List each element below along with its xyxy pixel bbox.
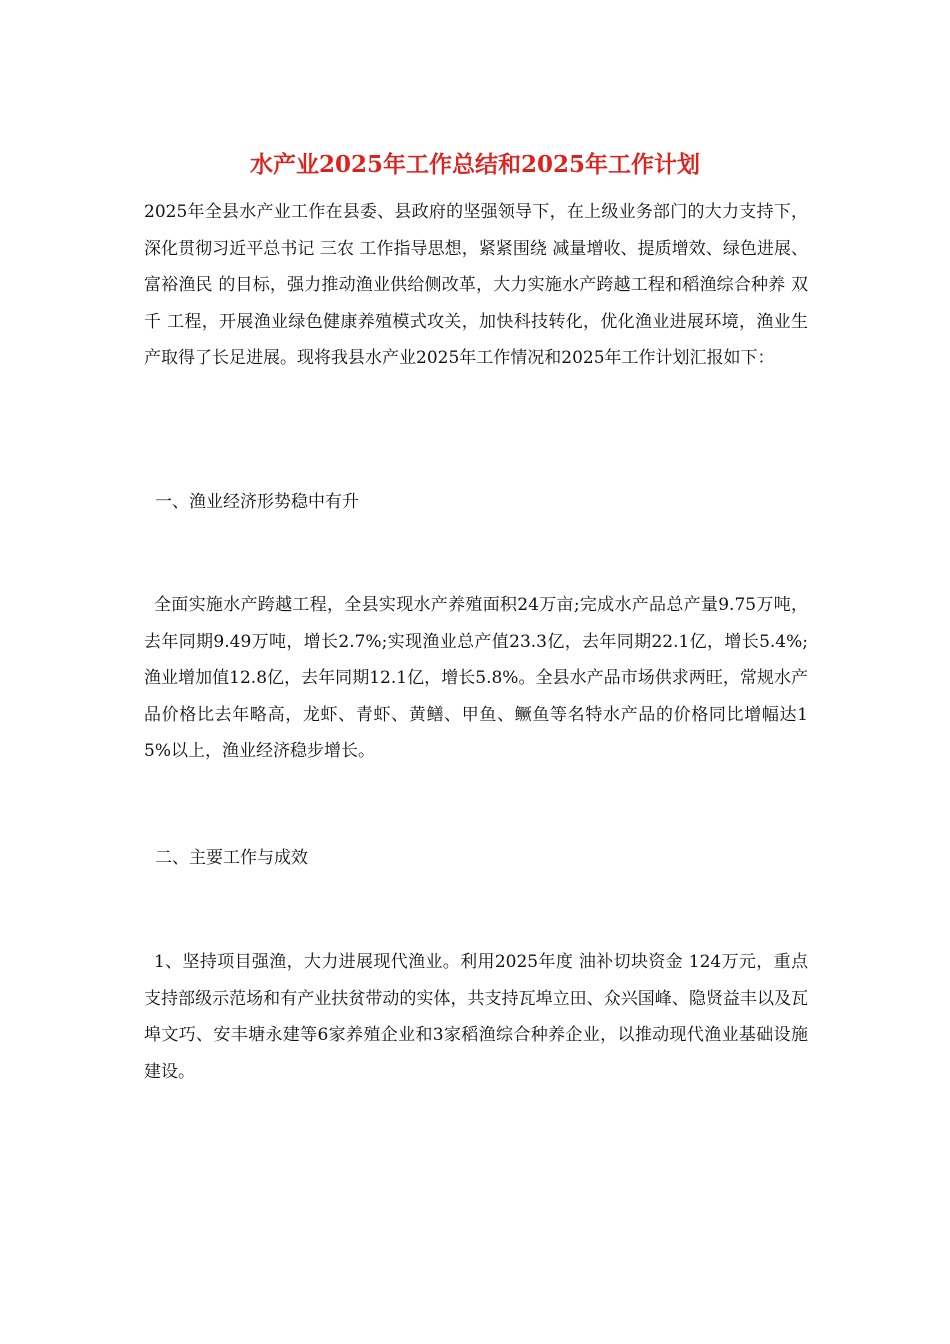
- section-heading-economy: 一、渔业经济形势稳中有升: [155, 492, 359, 512]
- intro-paragraph: 2025年全县水产业工作在县委、县政府的坚强领导下，在上级业务部门的大力支持下，深化贯彻习近平总书记 三农 工作指导思想，紧紧围绕 减量增收、提质增效、绿色进展、富裕渔民 的目标，强力推动渔业供给侧改革，大力实施水产跨越工程和稻渔综合种养 双千 工程，开展渔业绿色健康养殖模式攻关，加快科技转化，优化渔业进展环境，渔业生产取得了长足进展。现将我县水产业2025年工作情况和2025年工作计划汇报如下：: [144, 202, 808, 368]
- document-title: 水产业2025年工作总结和2025年工作计划: [249, 151, 701, 178]
- section-item-project: 1、坚持项目强渔，大力进展现代渔业。利用2025年度 油补切块资金 124万元，重点支持部级示范场和有产业扶贫带动的实体，共支持瓦埠立田、众兴国峰、隐贤益丰以及瓦埠文巧、安丰塘永建等6家养殖企业和3家稻渔综合种养企业，以推动现代渔业基础设施建设。: [144, 952, 808, 1082]
- section-heading-achievements: 二、主要工作与成效: [155, 848, 308, 868]
- section-body-economy: 全面实施水产跨越工程，全县实现水产养殖面积24万亩;完成水产品总产量9.75万吨，去年同期9.49万吨，增长2.7%;实现渔业总产值23.3亿，去年同期22.1亿，增长5.4%;渔业增加值12.8亿，去年同期12.1亿，增长5.8%。全县水产品市场供求两旺，常规水产品价格比去年略高，龙虾、青虾、黄鳝、甲鱼、鳜鱼等名特水产品的价格同比增幅达15%以上，渔业经济稳步增长。: [144, 595, 808, 761]
